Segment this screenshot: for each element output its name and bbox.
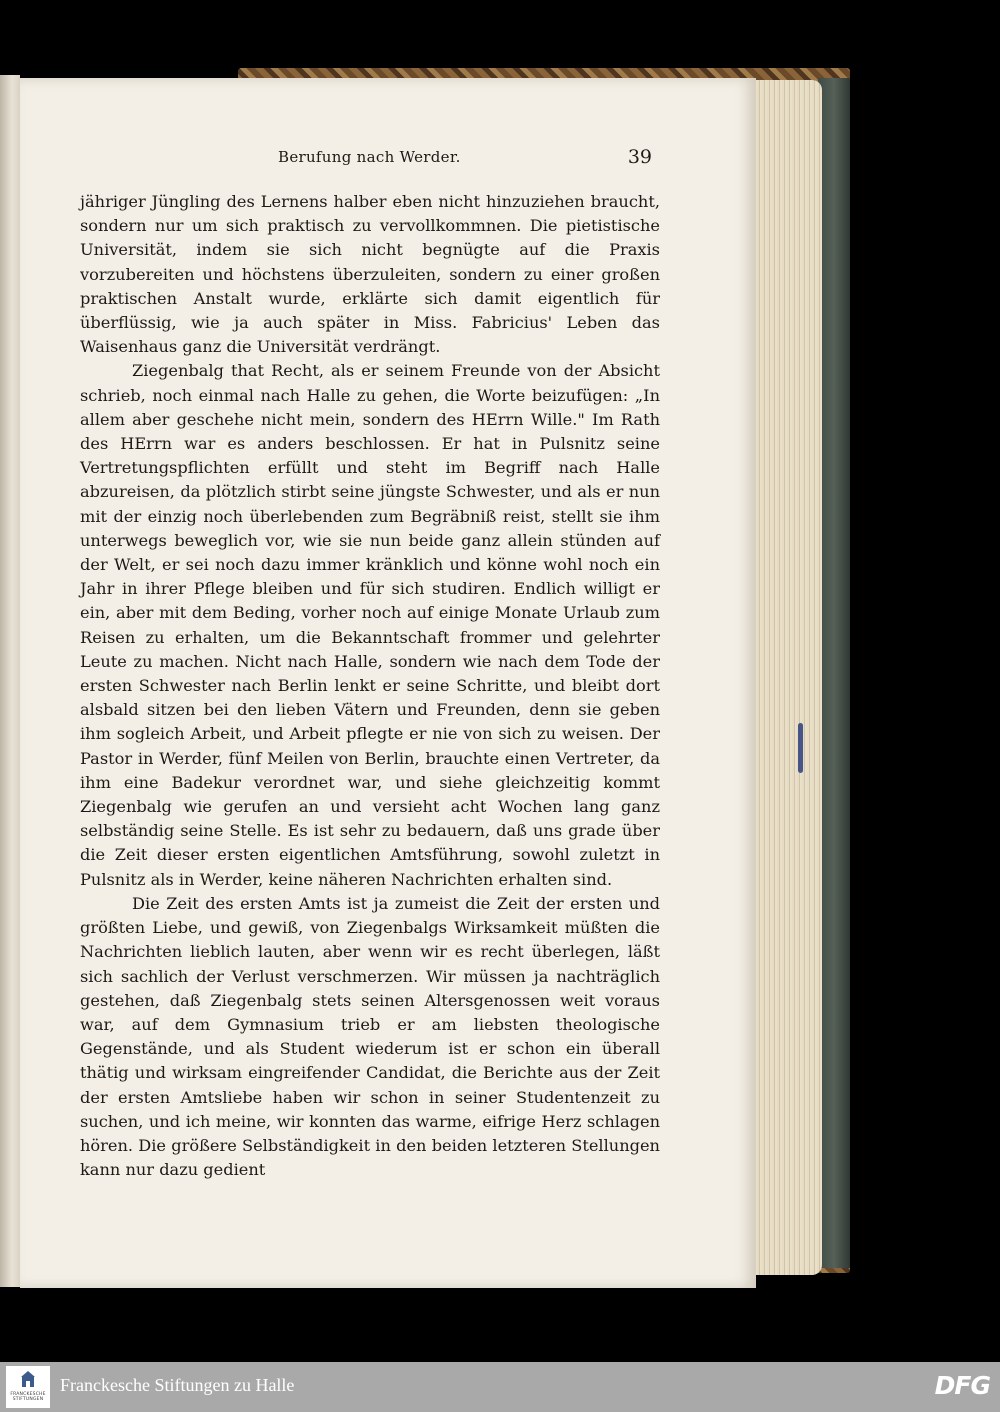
page-edges [752,80,822,1275]
paragraph: jähriger Jüngling des Lernens halber eben nicht hinzuziehen braucht, sondern nur um sich praktisch zu vervollkommnen. Die pietistische Universität, indem sie sich nicht begnügte auf die Praxis vorzubereiten und höchstens überzuleiten, sondern zu einer großen praktischen Anstalt wurde, erklärte sich damit eigentlich für überflüssig, wie ja auch später in Miss. Fabricius' Leben das Waisenhaus ganz die Universität verdrängt. [80,192,660,357]
institution-name: Franckesche Stiftungen zu Halle [60,1375,295,1395]
franckesche-logo [6,1366,50,1408]
body-text [80,190,660,1182]
paragraph: Ziegenbalg that Recht, als er seinem Freunde von der Absicht schrieb, noch einmal nach Halle zu gehen, die Worte beizufügen: „In allem aber geschehe nicht mein, sondern des HErrn Wille." Im Rath des HErrn war es anders beschlossen. Er hat in Pulsnitz seine Vertretungspflichten erfüllt und steht im Begriff nach Halle abzureisen, da plötzlich stirbt seine jüngste Schwester, und als er nun mit der einzig noch überlebenden zum Begräbniß reist, stellt sie ihm unterwegs beweglich vor, wie sie nun beide ganz allein stünden auf der Welt, er sei noch dazu immer kränklich und könne wohl noch ein Jahr in ihrer Pflege bleiben und für sich studiren. Endlich willigt er ein, aber mit dem Beding, vorher noch auf einige Monate Urlaub zum Reisen zu erhalten, um die Bekanntschaft frommer und gelehrter Leute zu machen. Nicht nach Halle, sondern wie nach dem Tode der ersten Schwester nach Berlin lenkt er seine Schritte, und bleibt dort alsbald sitzen bei den lieben Vätern und Freunden, denn sie geben ihm sogleich Arbeit, und Arbeit pflegte er nie von sich zu weisen. Der Pastor in Werder, fünf Meilen von Berlin, brauchte einen Vertreter, da ihm eine Badekur verordnet war, und siehe gleichzeitig kommt Ziegenbalg wie gerufen an und versieht acht Wochen lang ganz selbständig seine Stelle. Es ist sehr zu bedauern, daß uns grade über die Zeit dieser ersten eigentlichen Amtsführung, sowohl zuletzt in Pulsnitz als in Werder, keine näheren Nachrichten erhalten sind. [80,361,660,889]
paragraph: Die Zeit des ersten Amts ist ja zumeist die Zeit der ersten und größten Liebe, und gewiß, von Ziegenbalgs Wirksamkeit müßten die Nachrichten lieblich lauten, aber wenn wir es recht überlegen, läßt sich sachlich der Verlust verschmerzen. Wir müssen ja nachträglich gestehen, daß Ziegenbalg stets seinen Altersgenossen weit voraus war, auf dem Gymnasium trieb er am liebsten theologische Gegenstände, und als Student wiederum ist er schon ein überall thätig und wirksam eingreifender Candidat, die Berichte aus der Zeit der ersten Amtsliebe haben wir schon in seiner Studentenzeit zu suchen, und ich meine, wir konnten das warme, eifrige Herz schlagen hören. Die größere Selbständigkeit in den beiden letzteren Stellungen kann nur dazu gedient [80,893,660,1180]
building-icon [20,1370,36,1388]
logo-text: FRANCKESCHE STIFTUNGEN [10,1392,46,1402]
dfg-logo: DFG [934,1371,990,1400]
page-number: 39 [627,146,652,168]
book-spine [818,78,850,1268]
left-page-edge [0,75,20,1287]
page-header [278,146,658,172]
running-title: Berufung nach Werder. [278,148,461,166]
margin-pencil-mark [798,723,803,773]
footer-bar [0,1362,1000,1412]
